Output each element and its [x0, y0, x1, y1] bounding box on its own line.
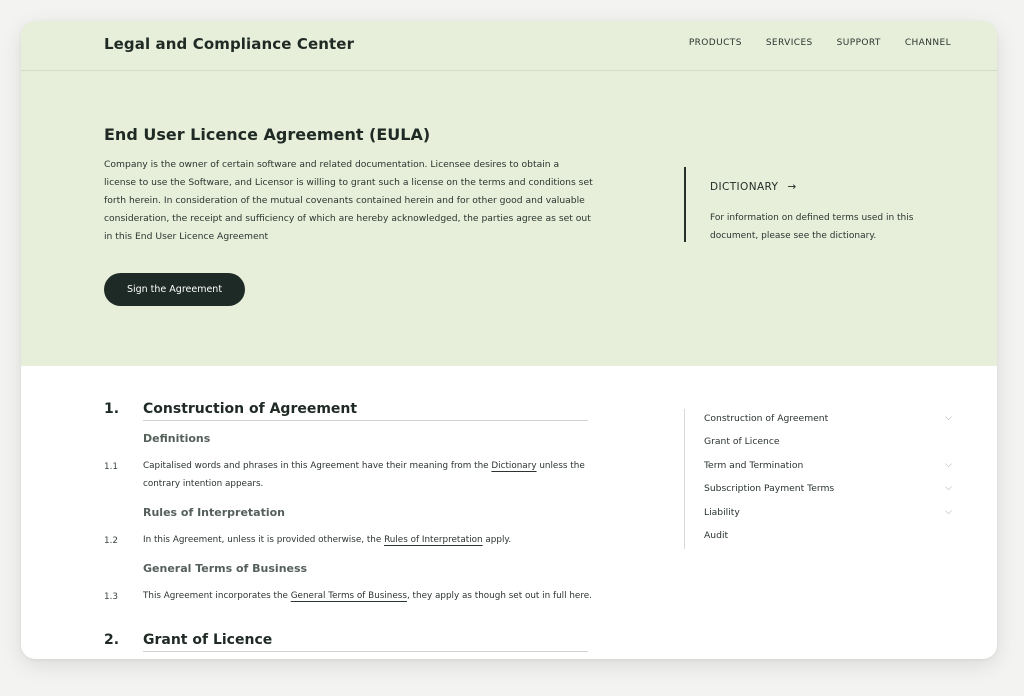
chevron-down-icon[interactable]: ⌵ [945, 483, 952, 494]
nav-products[interactable]: PRODUCTS [688, 38, 742, 48]
page-frame [21, 21, 997, 659]
toc-label: Subscription Payment Terms [704, 483, 835, 495]
clause-number-1-2: 1.2 [104, 536, 118, 546]
toc-item-construction[interactable] [684, 409, 952, 432]
toc-label: Grant of Licence [704, 436, 780, 448]
section-title: Grant of Licence [143, 632, 588, 652]
clause-text-part: Capitalised words and phrases in this Agreement have their meaning from the [143, 461, 492, 471]
main-nav [689, 38, 951, 48]
dictionary-heading: DICTIONARY [710, 181, 779, 193]
toc-label: Term and Termination [704, 459, 804, 471]
rules-of-interpretation-link[interactable]: Rules of Interpretation [384, 535, 483, 545]
dictionary-link[interactable] [710, 181, 797, 193]
clause-text-part: , they apply as though set out in full here. [406, 591, 592, 601]
chevron-down-icon[interactable]: ⌵ [945, 413, 952, 423]
page-title: End User Licence Agreement (EULA) [104, 125, 431, 144]
arrow-right-icon: → [787, 181, 797, 193]
toc-label: Construction of Agreement [704, 413, 829, 424]
chevron-down-icon[interactable]: ⌵ [945, 459, 952, 470]
clause-number-1-1: 1.1 [104, 462, 118, 472]
clause-text-part: apply. [482, 535, 512, 545]
clause-number-1-3: 1.3 [104, 592, 118, 602]
chevron-down-icon[interactable]: ⌵ [945, 506, 952, 517]
hero-description: Company is the owner of certain software and related documentation. Licensee desires to obtain a license to use the Software, and Licensor is willing to grant such a license on the terms and conditions set forth herein. In consideration of the mutual covenants contained herein and for other good and valuable consideration, the receipt and sufficiency of which are hereby acknowledged, the parties agree as set out in this End User Licence Agreement [104, 159, 593, 242]
dictionary-description: For information on defined terms used in this document, please see the dictionary. [710, 213, 914, 241]
subheading-general-terms: General Terms of Business [143, 562, 308, 575]
toc-item-liability[interactable] [684, 503, 952, 526]
nav-services[interactable]: SERVICES [765, 38, 813, 48]
top-navigation-bar [21, 21, 997, 71]
toc-item-audit[interactable] [684, 526, 952, 549]
dictionary-callout [684, 167, 926, 242]
clause-1-3-text [143, 587, 598, 605]
section-number: 1. [104, 401, 120, 417]
site-brand[interactable]: Legal and Compliance Center [104, 35, 355, 53]
clause-text-part: In this Agreement, unless it is provided otherwise, the [143, 535, 385, 545]
clause-text-part: This Agreement incorporates the [143, 591, 291, 601]
clause-1-1-text [143, 457, 598, 493]
subheading-definitions: Definitions [143, 432, 211, 445]
toc-item-term[interactable] [684, 456, 952, 479]
clause-text-part: unless the contrary intention appears. [143, 461, 585, 489]
hero-section [21, 21, 997, 366]
toc-item-grant[interactable] [684, 432, 952, 455]
table-of-contents [684, 409, 952, 549]
toc-item-subscription[interactable] [684, 479, 952, 502]
sign-agreement-button[interactable]: Sign the Agreement [104, 273, 245, 306]
toc-label: Audit [704, 529, 729, 541]
nav-support[interactable]: SUPPORT [836, 38, 881, 48]
section-number: 2. [104, 632, 120, 648]
nav-channel[interactable]: CHANNEL [904, 38, 951, 48]
clause-1-2-text [143, 531, 598, 549]
subheading-rules-of-interpretation: Rules of Interpretation [143, 506, 286, 519]
section-title: Construction of Agreement [143, 401, 588, 421]
dictionary-inline-link[interactable]: Dictionary [491, 461, 537, 471]
general-terms-link[interactable]: General Terms of Business [290, 591, 407, 601]
toc-label: Liability [704, 506, 740, 518]
